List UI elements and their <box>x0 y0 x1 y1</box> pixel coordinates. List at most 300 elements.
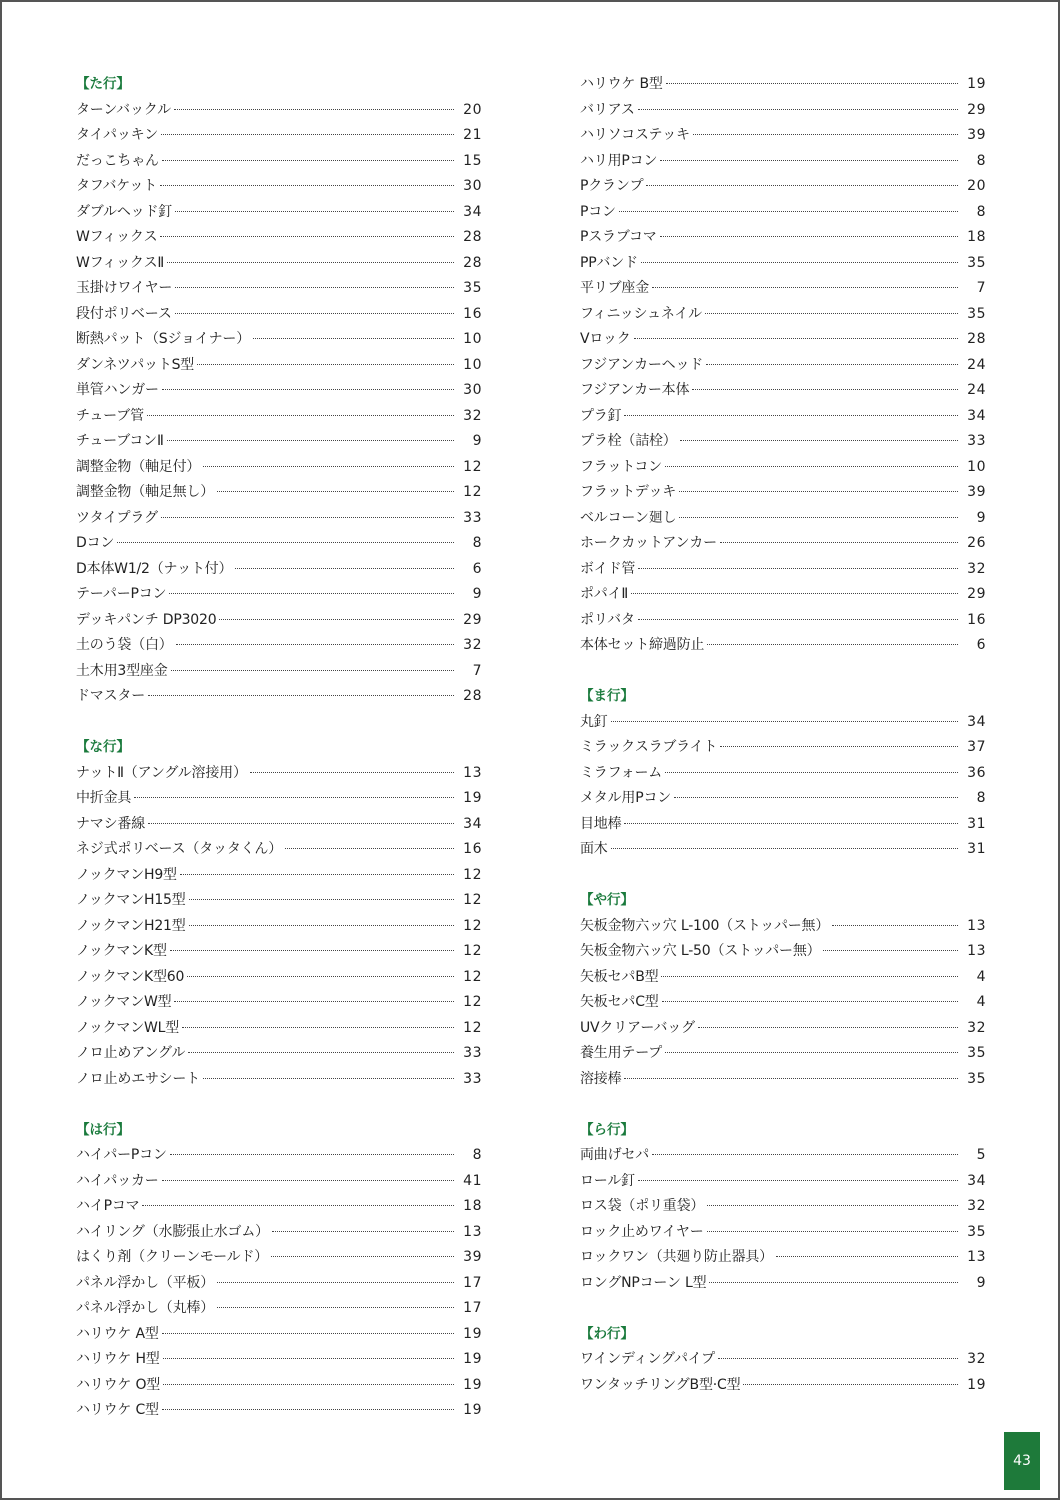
index-entry[interactable] <box>580 812 986 838</box>
index-entry[interactable] <box>580 72 986 98</box>
index-entry[interactable] <box>76 633 482 659</box>
index-entry[interactable] <box>76 863 482 889</box>
entry-page-number: 24 <box>967 356 986 373</box>
dot-leader <box>718 1358 958 1359</box>
entry-name: ダブルヘッド釘 <box>76 203 173 220</box>
index-entry[interactable] <box>580 1220 986 1246</box>
entry-name: ベルコーン廻し <box>580 509 677 526</box>
index-entry[interactable] <box>580 1347 986 1373</box>
entry-name: 断熱パット（Sジョイナー） <box>76 331 251 347</box>
dot-leader <box>631 593 958 594</box>
dot-leader <box>634 338 959 339</box>
entry-name: 溶接棒 <box>580 1070 622 1087</box>
dot-leader <box>660 160 958 161</box>
entry-name: プラ栓（詰栓） <box>580 433 677 449</box>
index-entry[interactable] <box>76 480 482 506</box>
entry-page-number: 18 <box>463 1198 482 1214</box>
index-entry[interactable] <box>76 225 482 251</box>
dot-leader <box>161 517 454 518</box>
entry-page-number: 36 <box>967 764 986 781</box>
entry-page-number: 19 <box>463 1402 482 1418</box>
dot-leader <box>250 772 454 773</box>
entry-page-number: 12 <box>463 484 482 500</box>
index-entry[interactable] <box>580 965 986 991</box>
index-entry[interactable] <box>76 531 482 557</box>
section-gap <box>76 710 482 736</box>
index-entry[interactable] <box>76 812 482 838</box>
entry-name: 段付ポリベース <box>76 305 172 322</box>
dot-leader <box>638 1180 958 1181</box>
entry-name: 平リブ座金 <box>580 280 649 296</box>
entry-page-number: 34 <box>463 203 482 220</box>
dot-leader <box>253 338 454 339</box>
dot-leader <box>162 1180 454 1181</box>
index-entry[interactable] <box>580 761 986 787</box>
dot-leader <box>693 134 958 135</box>
entry-name: メタル用Pコン <box>580 790 672 806</box>
index-entry[interactable] <box>76 761 482 787</box>
dot-leader <box>743 1384 958 1385</box>
index-entry[interactable] <box>580 914 986 940</box>
dot-leader <box>176 644 454 645</box>
entry-name: ワンタッチリングB型·C型 <box>580 1376 741 1393</box>
entry-name: フィニッシュネイル <box>580 305 702 322</box>
entry-name: ロール釘 <box>580 1172 635 1189</box>
dot-leader <box>674 797 958 798</box>
dot-leader <box>217 1307 454 1308</box>
entry-name: ナットⅡ（アングル溶接用） <box>76 764 247 781</box>
entry-page-number: 28 <box>463 254 482 271</box>
entry-name: ハイパーPコン <box>76 1147 167 1163</box>
dot-leader <box>217 491 454 492</box>
entry-page-number: 12 <box>463 943 482 959</box>
dot-leader <box>170 950 454 951</box>
dot-leader <box>162 389 454 390</box>
dot-leader <box>638 568 958 569</box>
entry-page-number: 34 <box>463 815 482 832</box>
entry-page-number: 33 <box>463 509 482 526</box>
entry-name: ツタイプラグ <box>76 509 158 526</box>
entry-name: ハリウケ O型 <box>76 1376 161 1393</box>
entry-name: ノックマンW型 <box>76 994 172 1010</box>
index-entry[interactable] <box>76 378 482 404</box>
entry-name: ハリソコステッキ <box>580 127 690 143</box>
entry-page-number: 19 <box>463 790 482 806</box>
entry-page-number: 37 <box>967 739 986 755</box>
entry-name: ダンネツパットS型 <box>76 356 195 373</box>
index-entry[interactable] <box>580 786 986 812</box>
index-entry[interactable] <box>580 506 986 532</box>
index-entry[interactable] <box>580 608 986 634</box>
entry-page-number: 10 <box>463 331 482 347</box>
entry-name: ネジ式ポリベース（タッタくん） <box>76 841 283 857</box>
entry-page-number: 15 <box>463 152 482 169</box>
entry-name: 土木用3型座金 <box>76 662 168 679</box>
index-entry[interactable] <box>76 98 482 124</box>
entry-name: ハリ用Pコン <box>580 152 658 169</box>
index-entry[interactable] <box>76 965 482 991</box>
index-entry[interactable] <box>76 1271 482 1297</box>
entry-page-number: 4 <box>976 968 986 985</box>
index-entry[interactable] <box>76 786 482 812</box>
index-entry[interactable] <box>76 455 482 481</box>
dot-leader <box>624 415 958 416</box>
index-entry[interactable] <box>76 1322 482 1348</box>
entry-name: ロングNPコーン L型 <box>580 1274 707 1291</box>
index-entry[interactable] <box>76 200 482 226</box>
section-header: 【や行】 <box>580 892 634 908</box>
index-entry[interactable] <box>580 1016 986 1042</box>
entry-page-number: 32 <box>967 1351 986 1367</box>
entry-page-number: 9 <box>976 509 986 526</box>
section-header: 【ま行】 <box>580 688 634 704</box>
entry-page-number: 12 <box>463 1019 482 1036</box>
index-entry[interactable] <box>76 506 482 532</box>
dot-leader <box>652 287 958 288</box>
entry-name: バリアス <box>580 101 635 118</box>
index-column-right <box>580 72 986 1398</box>
entry-page-number: 8 <box>976 203 986 220</box>
index-entry[interactable] <box>580 1041 986 1067</box>
dot-leader <box>692 389 958 390</box>
index-entry[interactable] <box>580 633 986 659</box>
entry-page-number: 10 <box>967 458 986 475</box>
entry-name: 中折金具 <box>76 790 132 806</box>
entry-name: Vロック <box>580 331 631 347</box>
entry-page-number: 13 <box>463 764 482 781</box>
entry-name: ノックマンH21型 <box>76 917 186 934</box>
entry-page-number: 9 <box>976 1274 986 1291</box>
entry-name: だっこちゃん <box>76 152 159 169</box>
index-entry[interactable] <box>580 735 986 761</box>
dot-leader <box>652 1154 958 1155</box>
entry-page-number: 12 <box>463 994 482 1010</box>
dot-leader <box>217 1282 454 1283</box>
entry-page-number: 12 <box>463 866 482 883</box>
index-entry[interactable] <box>580 1067 986 1093</box>
entry-name: 調整金物（軸足付） <box>76 458 201 475</box>
entry-name: Pクランプ <box>580 178 644 194</box>
index-entry[interactable] <box>580 174 986 200</box>
dot-leader <box>162 1333 454 1334</box>
index-entry[interactable] <box>580 98 986 124</box>
index-entry[interactable] <box>76 404 482 430</box>
entry-page-number: 17 <box>463 1274 482 1291</box>
index-entry[interactable] <box>76 1016 482 1042</box>
entry-name: 矢板金物六ッ穴 L-50（ストッパー無） <box>580 943 821 959</box>
dot-leader <box>679 517 958 518</box>
entry-name: ロックワン（共廻り防止器具） <box>580 1249 773 1265</box>
dot-leader <box>175 287 454 288</box>
dot-leader <box>117 542 454 543</box>
index-entry[interactable] <box>76 302 482 328</box>
dot-leader <box>160 185 454 186</box>
dot-leader <box>720 542 958 543</box>
dot-leader <box>619 211 958 212</box>
index-entry[interactable] <box>580 455 986 481</box>
dot-leader <box>707 1205 958 1206</box>
index-entry[interactable] <box>76 837 482 863</box>
index-entry[interactable] <box>580 378 986 404</box>
entry-page-number: 41 <box>463 1172 482 1189</box>
index-entry[interactable] <box>76 582 482 608</box>
dot-leader <box>698 1027 958 1028</box>
entry-page-number: 19 <box>463 1376 482 1393</box>
entry-name: はくり剤（クリーンモールド） <box>76 1249 269 1265</box>
dot-leader <box>832 925 958 926</box>
index-entry[interactable] <box>580 404 986 430</box>
index-entry[interactable] <box>580 429 986 455</box>
entry-page-number: 16 <box>463 841 482 857</box>
dot-leader <box>219 619 454 620</box>
entry-name: 土のう袋（白） <box>76 637 173 653</box>
dot-leader <box>611 721 958 722</box>
entry-page-number: 30 <box>463 178 482 194</box>
entry-name: 矢板セパB型 <box>580 968 659 985</box>
entry-name: ノックマンK型60 <box>76 968 185 985</box>
entry-page-number: 17 <box>463 1300 482 1316</box>
entry-name: ノロ止めアングル <box>76 1045 186 1061</box>
dot-leader <box>823 950 958 951</box>
entry-page-number: 35 <box>967 1045 986 1061</box>
entry-name: デッキパンチ DP3020 <box>76 611 217 628</box>
section-gap <box>580 1296 986 1322</box>
dot-leader <box>148 695 454 696</box>
index-entry[interactable] <box>76 888 482 914</box>
entry-page-number: 31 <box>967 815 986 832</box>
entry-page-number: 8 <box>472 535 482 551</box>
index-entry[interactable] <box>580 251 986 277</box>
entry-page-number: 5 <box>976 1147 986 1163</box>
index-entry[interactable] <box>76 1220 482 1246</box>
dot-leader <box>665 466 958 467</box>
dot-leader <box>235 568 454 569</box>
dot-leader <box>189 925 454 926</box>
entry-name: ターンバックル <box>76 101 171 118</box>
entry-name: Dコン <box>76 535 115 551</box>
dot-leader <box>638 619 958 620</box>
dot-leader <box>776 1256 958 1257</box>
entry-page-number: 35 <box>967 254 986 271</box>
dot-leader <box>662 1001 958 1002</box>
entry-page-number: 34 <box>967 713 986 730</box>
entry-name: Pコン <box>580 203 616 220</box>
entry-page-number: 31 <box>967 841 986 857</box>
index-entry[interactable] <box>76 123 482 149</box>
dot-leader <box>611 848 958 849</box>
index-entry[interactable] <box>76 684 482 710</box>
dot-leader <box>160 236 454 237</box>
entry-page-number: 8 <box>976 790 986 806</box>
dot-leader <box>170 1154 454 1155</box>
dot-leader <box>163 1384 454 1385</box>
entry-page-number: 9 <box>472 433 482 449</box>
entry-page-number: 13 <box>967 943 986 959</box>
entry-page-number: 29 <box>967 586 986 602</box>
entry-name: ドマスター <box>76 688 145 704</box>
page-number-badge: 43 <box>1004 1432 1040 1490</box>
entry-name: UVクリアーバッグ <box>580 1019 695 1036</box>
dot-leader <box>707 644 958 645</box>
index-column-left <box>76 72 482 1424</box>
entry-name: タフバケット <box>76 178 157 194</box>
entry-page-number: 12 <box>463 458 482 475</box>
dot-leader <box>661 976 958 977</box>
entry-name: フジアンカーヘッド <box>580 356 704 373</box>
entry-name: ミラフォーム <box>580 764 663 781</box>
entry-page-number: 33 <box>967 433 986 449</box>
index-entry[interactable] <box>76 1194 482 1220</box>
index-entry[interactable] <box>76 1347 482 1373</box>
index-entry[interactable] <box>76 608 482 634</box>
index-entry[interactable] <box>76 990 482 1016</box>
entry-name: ハリウケ C型 <box>76 1402 159 1418</box>
entry-page-number: 29 <box>967 101 986 118</box>
dot-leader <box>162 1409 454 1410</box>
index-entry[interactable] <box>580 837 986 863</box>
entry-name: ノックマンWL型 <box>76 1019 180 1036</box>
section-header: 【は行】 <box>76 1121 130 1138</box>
entry-page-number: 30 <box>463 382 482 398</box>
index-entry[interactable] <box>76 1296 482 1322</box>
entry-page-number: 33 <box>463 1070 482 1087</box>
index-entry[interactable] <box>76 939 482 965</box>
entry-page-number: 32 <box>967 560 986 577</box>
entry-page-number: 39 <box>463 1249 482 1265</box>
entry-name: PPバンド <box>580 254 638 271</box>
index-entry[interactable] <box>580 1194 986 1220</box>
entry-page-number: 20 <box>967 178 986 194</box>
index-entry[interactable] <box>580 225 986 251</box>
entry-page-number: 28 <box>967 331 986 347</box>
index-entry[interactable] <box>76 1169 482 1195</box>
entry-name: ワインディングパイプ <box>580 1351 715 1367</box>
index-entry[interactable] <box>76 276 482 302</box>
dot-leader <box>272 1231 454 1232</box>
dot-leader <box>197 364 454 365</box>
section-gap <box>580 1092 986 1118</box>
index-entry[interactable] <box>76 914 482 940</box>
entry-page-number: 24 <box>967 382 986 398</box>
entry-page-number: 16 <box>463 305 482 322</box>
index-entry[interactable] <box>580 276 986 302</box>
entry-name: ボイド管 <box>580 560 636 577</box>
entry-page-number: 35 <box>967 1223 986 1240</box>
index-entry[interactable] <box>76 1245 482 1271</box>
index-entry[interactable] <box>580 531 986 557</box>
index-entry[interactable] <box>76 1143 482 1169</box>
dot-leader <box>147 415 454 416</box>
index-entry[interactable] <box>580 302 986 328</box>
index-entry[interactable] <box>580 480 986 506</box>
index-entry[interactable] <box>580 149 986 175</box>
index-entry[interactable] <box>76 659 482 685</box>
entry-name: フジアンカー本体 <box>580 382 690 398</box>
dot-leader <box>163 1358 454 1359</box>
index-entry[interactable] <box>76 327 482 353</box>
entry-page-number: 39 <box>967 127 986 143</box>
dot-leader <box>180 874 454 875</box>
index-entry[interactable] <box>580 1373 986 1399</box>
entry-name: ハリウケ B型 <box>580 76 663 92</box>
index-entry[interactable] <box>580 1271 986 1297</box>
index-entry[interactable] <box>580 353 986 379</box>
entry-page-number: 7 <box>976 280 986 296</box>
dot-leader <box>203 1078 454 1079</box>
dot-leader <box>624 823 958 824</box>
index-entry[interactable] <box>580 582 986 608</box>
entry-name: ロス袋（ポリ重袋） <box>580 1198 705 1214</box>
index-entry[interactable] <box>76 429 482 455</box>
entry-name: 本体セット締過防止 <box>580 637 705 653</box>
entry-page-number: 32 <box>463 407 482 424</box>
index-entry[interactable] <box>580 327 986 353</box>
index-entry[interactable] <box>580 1143 986 1169</box>
index-entry[interactable] <box>76 174 482 200</box>
entry-page-number: 26 <box>967 535 986 551</box>
index-entry[interactable] <box>580 1169 986 1195</box>
index-entry[interactable] <box>580 123 986 149</box>
section-header: 【た行】 <box>76 76 130 92</box>
entry-page-number: 32 <box>967 1198 986 1214</box>
dot-leader <box>187 976 454 977</box>
index-entry[interactable] <box>76 1067 482 1093</box>
entry-page-number: 4 <box>976 994 986 1010</box>
dot-leader <box>706 364 958 365</box>
entry-page-number: 28 <box>463 229 482 245</box>
index-entry[interactable] <box>580 1245 986 1271</box>
index-entry[interactable] <box>580 710 986 736</box>
dot-leader <box>162 160 454 161</box>
entry-page-number: 21 <box>463 127 482 143</box>
dot-leader <box>189 899 454 900</box>
index-entry[interactable] <box>76 353 482 379</box>
index-entry[interactable] <box>580 557 986 583</box>
index-entry[interactable] <box>76 557 482 583</box>
entry-page-number: 28 <box>463 688 482 704</box>
entry-name: チューブコンⅡ <box>76 433 164 449</box>
entry-page-number: 35 <box>967 1070 986 1087</box>
index-entry[interactable] <box>76 1398 482 1424</box>
index-entry[interactable] <box>76 1373 482 1399</box>
entry-name: WフィックスⅡ <box>76 254 165 271</box>
dot-leader <box>638 109 958 110</box>
entry-name: 養生用テープ <box>580 1045 663 1061</box>
entry-page-number: 12 <box>463 968 482 985</box>
entry-name: タイパッキン <box>76 127 159 143</box>
index-entry[interactable] <box>580 939 986 965</box>
entry-name: 矢板セパC型 <box>580 994 659 1010</box>
entry-name: ミラックスラブライト <box>580 739 718 755</box>
section-header: 【わ行】 <box>580 1325 634 1342</box>
index-entry[interactable] <box>76 1041 482 1067</box>
entry-page-number: 6 <box>976 637 986 653</box>
entry-name: ノックマンH15型 <box>76 892 186 908</box>
dot-leader <box>680 440 958 441</box>
entry-page-number: 13 <box>967 1249 986 1265</box>
index-entry[interactable] <box>76 251 482 277</box>
entry-page-number: 12 <box>463 892 482 908</box>
entry-page-number: 16 <box>967 611 986 628</box>
entry-name: ロック止めワイヤー <box>580 1223 704 1240</box>
dot-leader <box>167 440 454 441</box>
index-entry[interactable] <box>580 200 986 226</box>
entry-name: ホークカットアンカー <box>580 535 717 551</box>
index-entry[interactable] <box>580 990 986 1016</box>
index-entry[interactable] <box>76 149 482 175</box>
entry-page-number: 29 <box>463 611 482 628</box>
entry-name: ポリバタ <box>580 611 635 628</box>
